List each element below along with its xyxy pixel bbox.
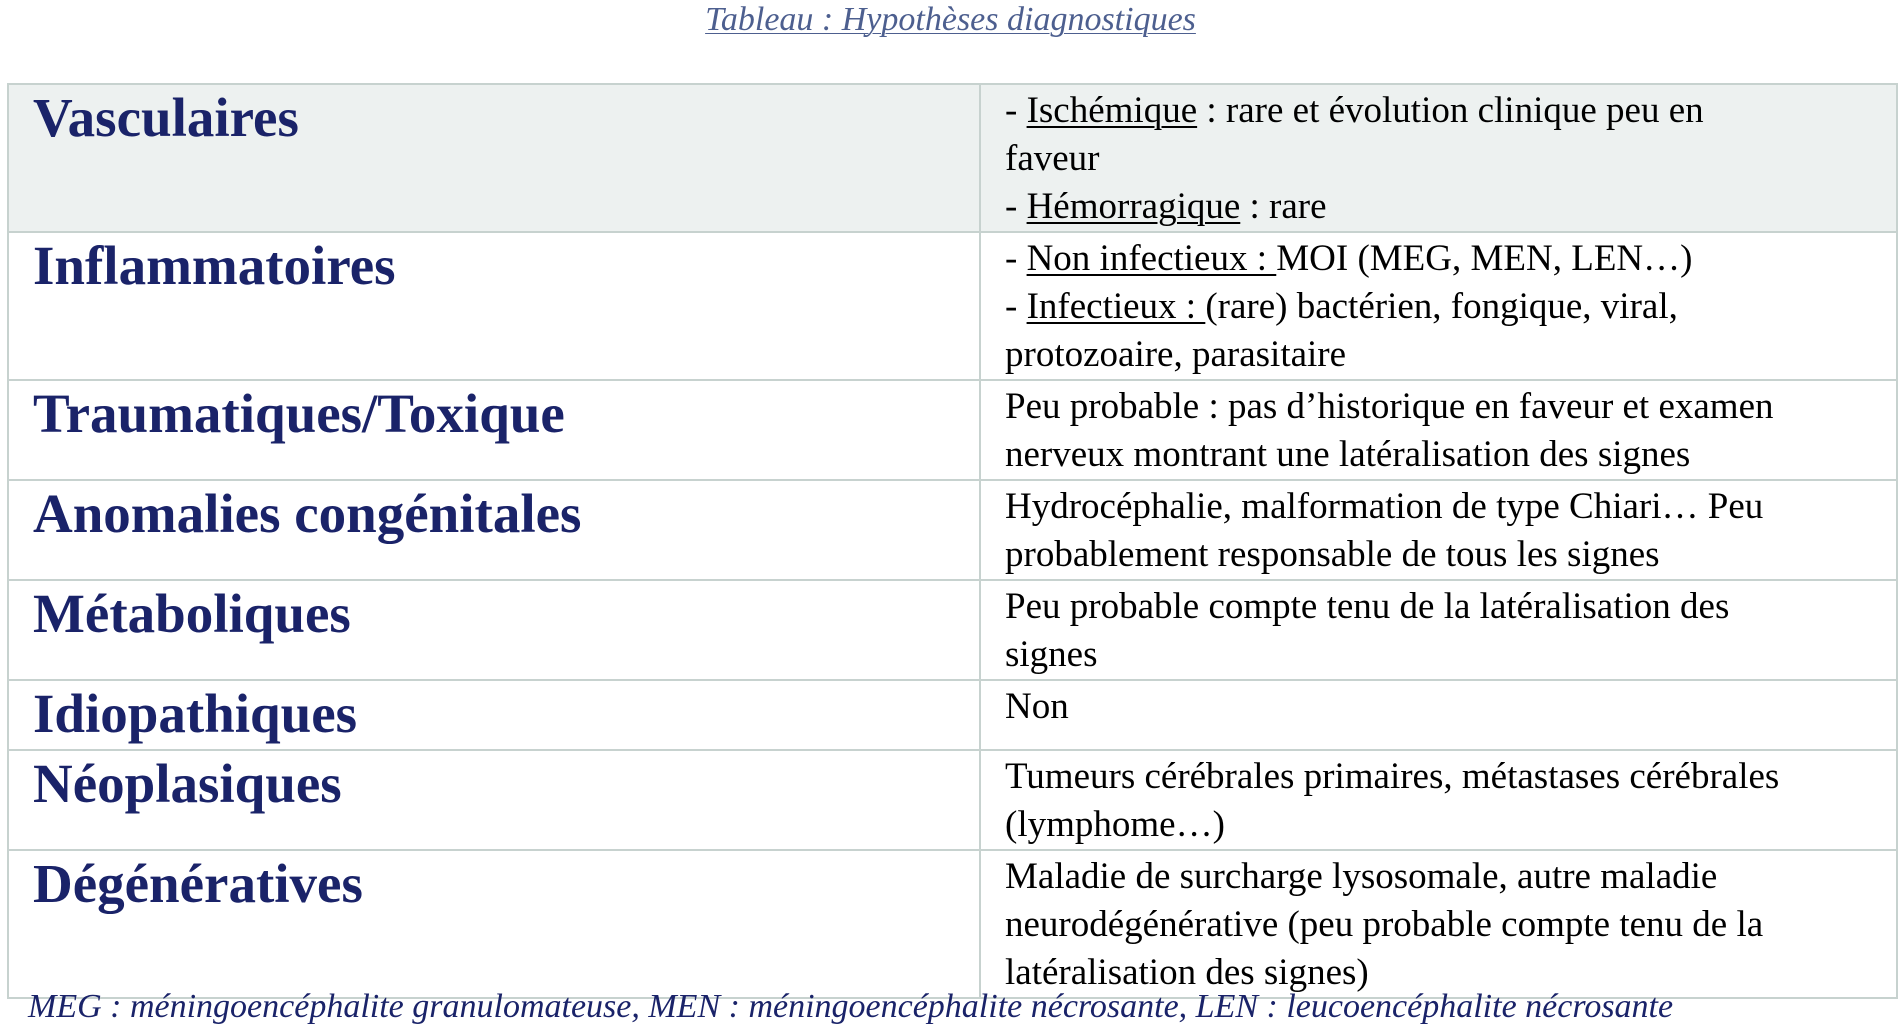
category-cell: Idiopathiques [8,680,980,750]
description-line [1005,753,1886,801]
hypotheses-table-body [8,84,1897,998]
line-text: : rare [1240,186,1327,227]
description-line [1005,87,1886,135]
description-cell [980,232,1897,380]
line-prefix: - [1005,238,1027,279]
table-row [8,850,1897,998]
description-cell [980,750,1897,850]
line-text: (rare) bactérien, fongique, viral, [1205,286,1678,327]
line-text: Peu probable compte tenu de la latéralisation des [1005,586,1730,627]
description-line [1005,383,1886,431]
description-line [1005,135,1886,183]
line-text: nerveux montrant une latéralisation des signes [1005,434,1691,475]
underlined-term: Infectieux : [1026,286,1206,327]
underlined-term: Hémorragique [1026,186,1241,227]
category-cell: Dégénératives [8,850,980,998]
description-cell [980,480,1897,580]
line-text: probablement responsable de tous les signes [1005,534,1660,575]
table-row [8,84,1897,232]
description-line [1005,801,1886,849]
line-text: MOI (MEG, MEN, LEN…) [1276,238,1693,279]
description-line [1005,331,1886,379]
description-cell [980,580,1897,680]
line-text: (lymphome…) [1005,804,1225,845]
description-line [1005,901,1886,949]
table-row [8,750,1897,850]
line-prefix: - [1005,90,1027,131]
description-line [1005,631,1886,679]
description-line [1005,531,1886,579]
line-text: faveur [1005,138,1100,179]
table-caption-text: Tableau : Hypothèses diagnostiques [705,1,1196,38]
table-row [8,580,1897,680]
line-text: latéralisation des signes) [1005,952,1369,993]
abbreviations-footnote: MEG : méningoencéphalite granulomateuse, MEN : méningoencéphalite nécrosante, LEN : leucoencéphalite nécrosante [28,988,1674,1025]
description-cell [980,380,1897,480]
table-row [8,680,1897,750]
category-cell: Métaboliques [8,580,980,680]
hypotheses-table [7,83,1898,999]
table-row [8,232,1897,380]
line-text: neurodégénérative (peu probable compte tenu de la [1005,904,1764,945]
description-line [1005,683,1886,731]
line-text: Peu probable : pas d’historique en faveur et examen [1005,386,1774,427]
description-cell [980,680,1897,750]
line-text: Tumeurs cérébrales primaires, métastases cérébrales [1005,756,1780,797]
line-text: : rare et évolution clinique peu en [1197,90,1704,131]
line-text: protozoaire, parasitaire [1005,334,1347,375]
line-prefix: - [1005,286,1027,327]
category-cell: Vasculaires [8,84,980,232]
description-line [1005,431,1886,479]
description-line [1005,583,1886,631]
description-line [1005,183,1886,231]
description-line [1005,483,1886,531]
line-text: Maladie de surcharge lysosomale, autre maladie [1005,856,1718,897]
category-cell: Traumatiques/Toxique [8,380,980,480]
description-cell [980,850,1897,998]
category-cell: Inflammatoires [8,232,980,380]
table-row [8,480,1897,580]
description-line [1005,283,1886,331]
table-caption [0,0,1901,40]
line-text: Non [1005,686,1069,727]
underlined-term: Non infectieux : [1026,238,1277,279]
line-text: Hydrocéphalie, malformation de type Chiari… Peu [1005,486,1764,527]
category-cell: Anomalies congénitales [8,480,980,580]
line-text: signes [1005,634,1098,675]
line-prefix: - [1005,186,1027,227]
description-line [1005,853,1886,901]
description-line [1005,235,1886,283]
underlined-term: Ischémique [1026,90,1198,131]
table-row [8,380,1897,480]
description-cell [980,84,1897,232]
category-cell: Néoplasiques [8,750,980,850]
